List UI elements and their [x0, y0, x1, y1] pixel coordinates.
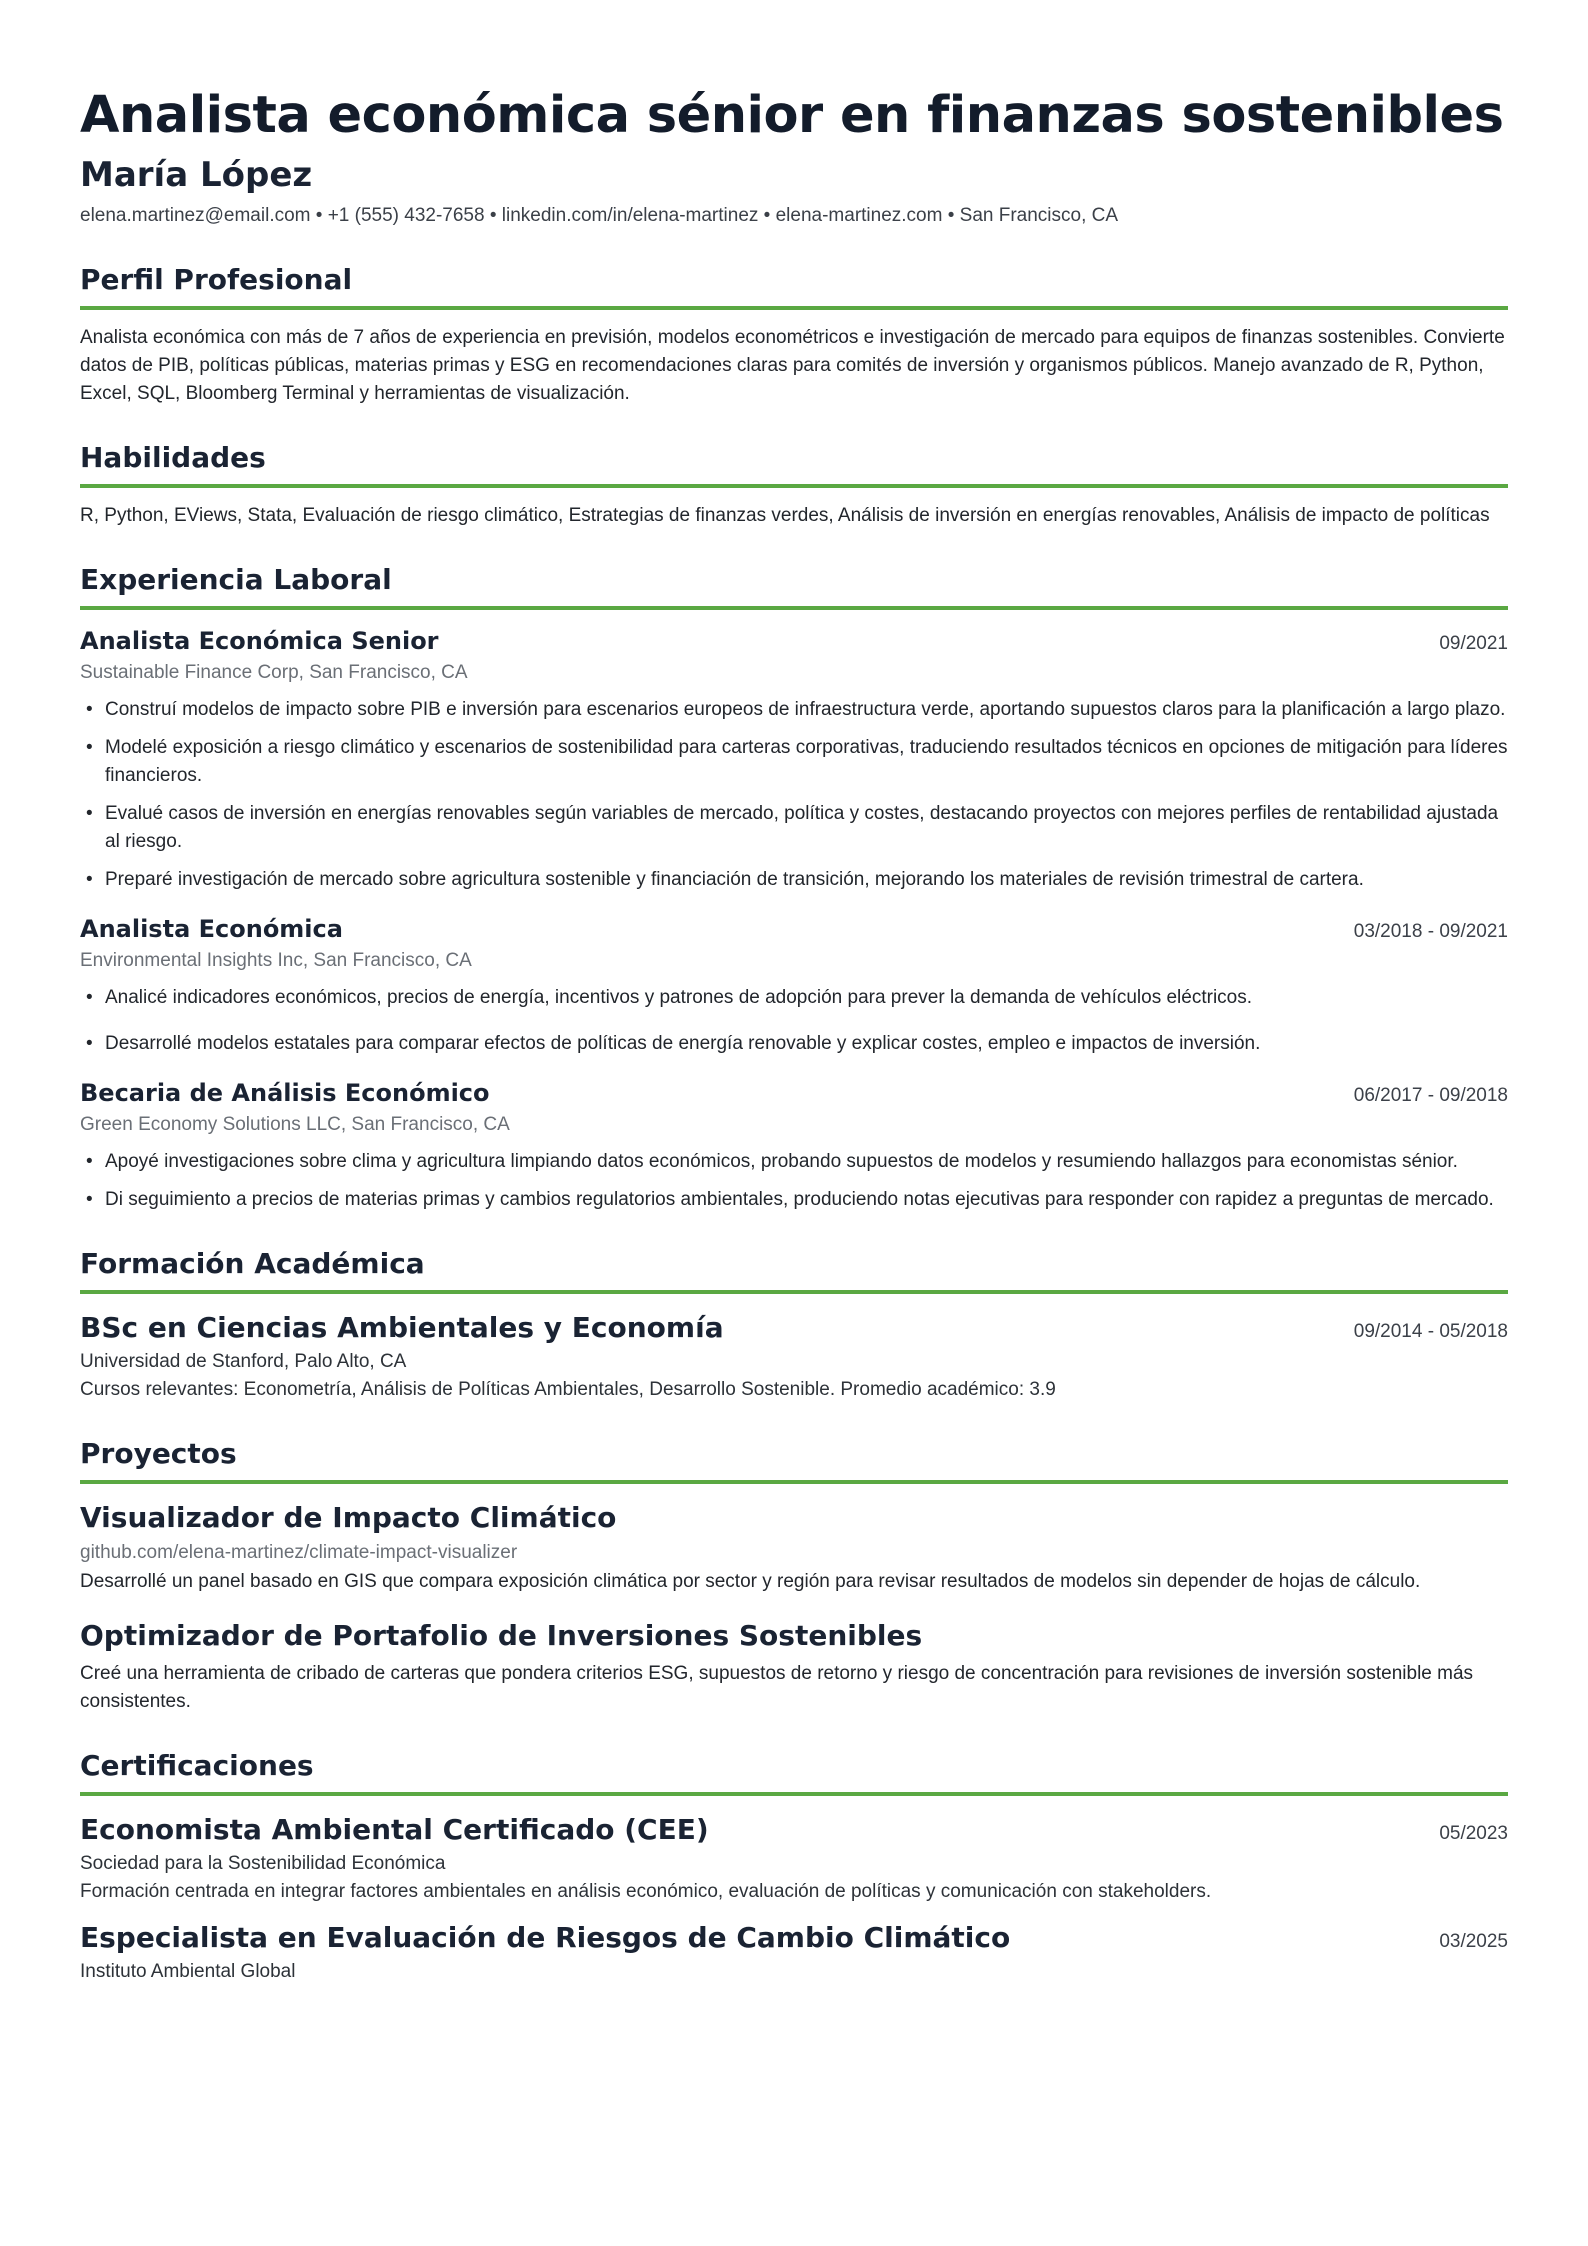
job-title: Analista Económica — [80, 915, 343, 943]
section-heading-experience: Experiencia Laboral — [80, 560, 1508, 610]
education-details: Cursos relevantes: Econometría, Análisis de Políticas Ambientales, Desarrollo Sostenible. Promedio académico: 3.9 — [80, 1379, 1056, 1400]
job-bullet — [80, 734, 1508, 790]
experience-section — [80, 560, 1508, 1214]
certification-description: Formación centrada en integrar factores ambientales en análisis económico, evaluación de políticas y comunicación con stakeholders. — [80, 1881, 1212, 1902]
school-name: Universidad de Stanford, Palo Alto, CA — [80, 1351, 407, 1372]
job-company: Green Economy Solutions LLC, San Francisco, CA — [80, 1114, 510, 1135]
profile-text: Analista económica con más de 7 años de experiencia en previsión, modelos econométricos e investigación de mercado para equipos de finanzas sostenibles. Convierte datos de PIB, políticas públicas, materias primas y ESG en recomendaciones claras para comités de inversión y organismos públicos. Manejo avanzado de R, Python, Excel, SQL, Bloomberg Terminal y herramientas de visualización. — [80, 327, 1505, 404]
certification-issuer: Sociedad para la Sostenibilidad Económica — [80, 1853, 446, 1874]
projects-section — [80, 1434, 1508, 1716]
job-bullet — [80, 1148, 1508, 1176]
section-heading-education: Formación Académica — [80, 1244, 1508, 1294]
job-bullet-text: Apoyé investigaciones sobre clima y agricultura limpiando datos económicos, probando supuestos de modelos y resumiendo hallazgos para economistas sénior. — [105, 1151, 1458, 1172]
job-bullet-text: Desarrollé modelos estatales para comparar efectos de políticas de energía renovable y explicar costes, empleo e impactos de inversión. — [105, 1033, 1261, 1054]
bullet-icon: • — [86, 699, 93, 720]
job-title: Becaria de Análisis Económico — [80, 1079, 490, 1107]
job-bullet-text: Evalué casos de inversión en energías renovables según variables de mercado, política y costes, destacando proyectos con mejores perfiles de rentabilidad ajustada al riesgo. — [105, 803, 1499, 852]
job-date: 03/2018 - 09/2021 — [1353, 921, 1508, 942]
profile-section — [80, 260, 1508, 408]
project-link[interactable]: github.com/elena-martinez/climate-impact-visualizer — [80, 1542, 518, 1563]
education-entry — [80, 1308, 1508, 1404]
skills-text: R, Python, EViews, Stata, Evaluación de riesgo climático, Estrategias de finanzas verdes, Análisis de inversión en energías renovables, Análisis de impacto de políticas — [80, 505, 1490, 526]
job-bullet-list — [80, 984, 1508, 1058]
certification-issuer: Instituto Ambiental Global — [80, 1961, 296, 1982]
section-heading-skills: Habilidades — [80, 438, 1508, 488]
degree-title: BSc en Ciencias Ambientales y Economía — [80, 1311, 724, 1344]
job-bullet-text: Di seguimiento a precios de materias primas y cambios regulatorios ambientales, produciendo notas ejecutivas para responder con rapidez a preguntas de mercado. — [105, 1189, 1494, 1210]
project-description: Desarrollé un panel basado en GIS que compara exposición climática por sector y región para revisar resultados de modelos sin depender de hojas de cálculo. — [80, 1571, 1421, 1592]
certification-entry — [80, 1810, 1508, 1906]
certification-name: Especialista en Evaluación de Riesgos de Cambio Climático — [80, 1921, 1011, 1954]
bullet-icon: • — [86, 803, 93, 824]
education-date: 09/2014 - 05/2018 — [1353, 1321, 1508, 1342]
job-bullet — [80, 984, 1508, 1012]
job-company: Environmental Insights Inc, San Francisco, CA — [80, 950, 472, 971]
job-bullet-list — [80, 1148, 1508, 1214]
bullet-icon: • — [86, 869, 93, 890]
certification-entry — [80, 1918, 1508, 1986]
education-section — [80, 1244, 1508, 1404]
job-bullet — [80, 800, 1508, 856]
skills-section — [80, 438, 1508, 530]
project-description: Creé una herramienta de cribado de carteras que pondera criterios ESG, supuestos de retorno y riesgo de concentración para revisiones de inversión sostenible más consistentes. — [80, 1663, 1474, 1712]
certification-name: Economista Ambiental Certificado (CEE) — [80, 1813, 709, 1846]
job-bullet-text: Modelé exposición a riesgo climático y escenarios de sostenibilidad para carteras corporativas, traduciendo resultados técnicos en opciones de mitigación para líderes financieros. — [105, 737, 1508, 786]
job-bullet — [80, 1186, 1508, 1214]
contact-line: elena.martinez@email.com • +1 (555) 432-7658 • linkedin.com/in/elena-martinez • elena-martinez.com • San Francisco, CA — [80, 205, 1119, 226]
job-bullet-text: Analicé indicadores económicos, precios de energía, incentivos y patrones de adopción para prever la demanda de vehículos eléctricos. — [105, 987, 1253, 1008]
job-company: Sustainable Finance Corp, San Francisco, CA — [80, 662, 468, 683]
job-bullet-list — [80, 696, 1508, 894]
certification-date: 05/2023 — [1439, 1823, 1508, 1844]
bullet-icon: • — [86, 1189, 93, 1210]
job-entry — [80, 912, 1508, 1058]
job-entry — [80, 624, 1508, 894]
certifications-section — [80, 1746, 1508, 1986]
person-name: María López — [80, 155, 313, 195]
job-bullet-text: Construí modelos de impacto sobre PIB e inversión para escenarios europeos de infraestructura verde, aportando supuestos claros para la planificación a largo plazo. — [105, 699, 1506, 720]
certification-date: 03/2025 — [1439, 1931, 1508, 1952]
job-bullet — [80, 866, 1508, 894]
section-heading-profile: Perfil Profesional — [80, 260, 1508, 310]
project-name: Visualizador de Impacto Climático — [80, 1501, 617, 1534]
job-title: Analista Económica Senior — [80, 627, 439, 655]
bullet-icon: • — [86, 987, 93, 1008]
job-date: 09/2021 — [1439, 633, 1508, 654]
job-date: 06/2017 - 09/2018 — [1353, 1085, 1508, 1106]
document-title: Analista económica sénior en finanzas sostenibles — [80, 86, 1504, 145]
job-entry — [80, 1076, 1508, 1214]
job-bullet-text: Preparé investigación de mercado sobre agricultura sostenible y financiación de transición, mejorando los materiales de revisión trimestral de cartera. — [105, 869, 1364, 890]
bullet-icon: • — [86, 1033, 93, 1054]
project-entry — [80, 1616, 1508, 1716]
bullet-icon: • — [86, 737, 93, 758]
job-bullet — [80, 696, 1508, 724]
project-entry — [80, 1498, 1508, 1596]
bullet-icon: • — [86, 1151, 93, 1172]
project-name: Optimizador de Portafolio de Inversiones Sostenibles — [80, 1619, 923, 1652]
section-heading-certifications: Certificaciones — [80, 1746, 1508, 1796]
section-heading-projects: Proyectos — [80, 1434, 1508, 1484]
job-bullet — [80, 1030, 1508, 1058]
